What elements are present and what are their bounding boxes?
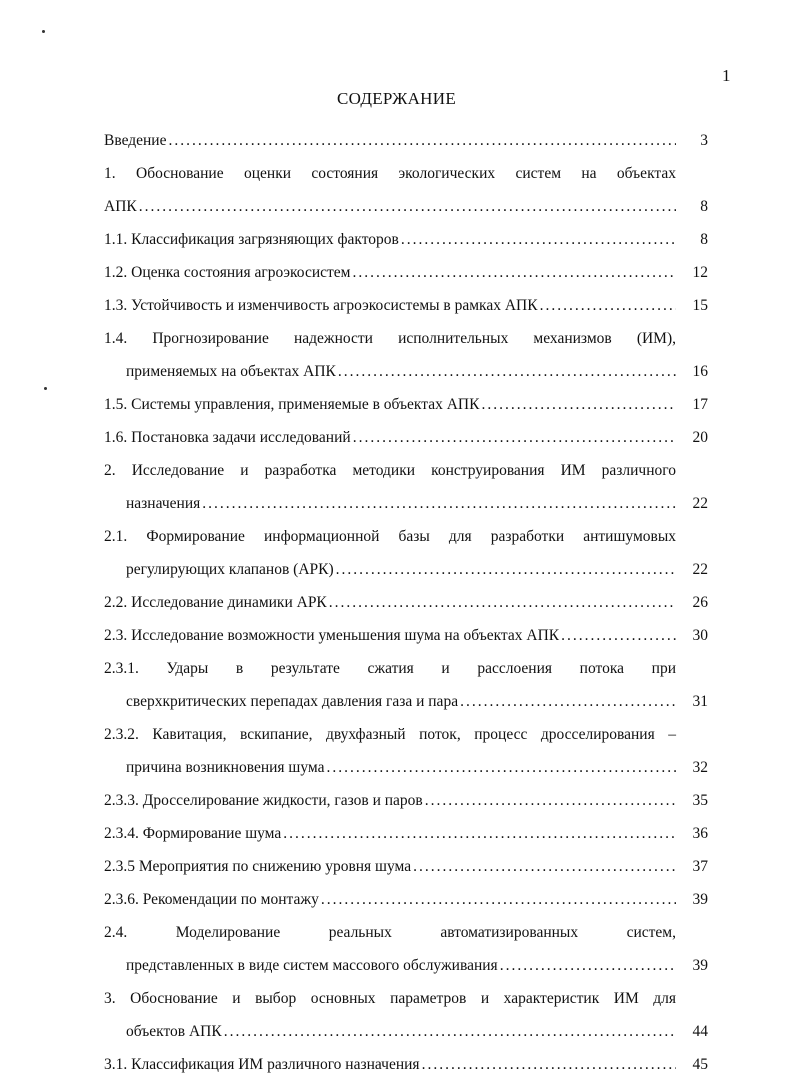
page-title: СОДЕРЖАНИЕ xyxy=(336,89,457,108)
toc-page-number: 36 xyxy=(692,825,708,842)
toc-entry[interactable]: 2.3.1. Удары в результате сжатия и расслоения потока при сверхкритических перепадах давления газа и пара ..... 31 xyxy=(104,652,708,718)
toc-page-number: 32 xyxy=(692,759,708,776)
leader-dots xyxy=(139,190,676,223)
leader-dots xyxy=(321,883,676,916)
toc-page-number: 37 xyxy=(692,858,708,875)
toc-page-number: 39 xyxy=(692,957,708,974)
toc-entry[interactable]: 1.1. Классификация загрязняющих факторов ..... 8 xyxy=(104,223,708,256)
toc-entry[interactable]: 2.1. Формирование информационной базы для разработки антишумовых регулирующих клапанов (АРК) ..... 22 xyxy=(104,520,708,586)
toc-page-number: 17 xyxy=(692,396,708,413)
leader-dots xyxy=(353,421,676,454)
toc-entry[interactable]: 1. Обоснование оценки состояния экологических систем на объектах АПК ..... 8 xyxy=(104,157,708,223)
toc-page-number: 8 xyxy=(700,198,708,215)
toc-page-number: 35 xyxy=(692,792,708,809)
toc-page-number: 8 xyxy=(700,231,708,248)
toc-entry[interactable]: 2.3.3. Дросселирование жидкости, газов и паров ..... 35 xyxy=(104,784,708,817)
toc-entry[interactable]: 1.2. Оценка состояния агроэкосистем ..... 12 xyxy=(104,256,708,289)
leader-dots xyxy=(336,553,676,586)
toc-page-number: 3 xyxy=(700,132,708,149)
leader-dots xyxy=(422,1048,676,1081)
toc-entry[interactable]: 2.2. Исследование динамики АРК ..... 26 xyxy=(104,586,708,619)
toc-entry[interactable]: 1.3. Устойчивость и изменчивость агроэкосистемы в рамках АПК ..... 15 xyxy=(104,289,708,322)
leader-dots xyxy=(460,685,676,718)
leader-dots xyxy=(413,850,676,883)
toc-page-number: 44 xyxy=(692,1023,708,1040)
toc-entry[interactable]: 2.3. Исследование возможности уменьшения шума на объектах АПК ..... 30 xyxy=(104,619,708,652)
leader-dots xyxy=(540,289,676,322)
leader-dots xyxy=(338,355,676,388)
toc-page-number: 22 xyxy=(692,495,708,512)
toc-entry[interactable]: 2.3.5 Мероприятия по снижению уровня шума ..... 37 xyxy=(104,850,708,883)
toc-entry[interactable]: 1.4. Прогнозирование надежности исполнительных механизмов (ИМ), применяемых на объектах АПК ..... 16 xyxy=(104,322,708,388)
toc-entry[interactable]: 2.3.4. Формирование шума ..... 36 xyxy=(104,817,708,850)
toc-entry[interactable]: 2. Исследование и разработка методики конструирования ИМ различного назначения ..... 22 xyxy=(104,454,708,520)
toc-entry[interactable]: Введение ..... 3 xyxy=(104,124,708,157)
leader-dots xyxy=(202,487,676,520)
leader-dots xyxy=(352,256,676,289)
leader-dots xyxy=(283,817,676,850)
leader-dots xyxy=(329,586,676,619)
leader-dots xyxy=(401,223,676,256)
scan-speck xyxy=(44,387,47,390)
toc-page-number: 45 xyxy=(692,1056,708,1073)
leader-dots xyxy=(561,619,676,652)
toc-page-number: 16 xyxy=(692,363,708,380)
toc-page-number: 30 xyxy=(692,627,708,644)
toc-entry[interactable]: 1.6. Постановка задачи исследований ..... 20 xyxy=(104,421,708,454)
toc-page-number: 20 xyxy=(692,429,708,446)
toc-entry[interactable]: 2.4. Моделирование реальных автоматизированных систем, представленных в виде систем массового обслуживания ..... 39 xyxy=(104,916,708,982)
toc-page-number: 26 xyxy=(692,594,708,611)
toc-page-number: 22 xyxy=(692,561,708,578)
toc-entry[interactable]: 2.3.6. Рекомендации по монтажу ..... 39 xyxy=(104,883,708,916)
toc-page-number: 31 xyxy=(692,693,708,710)
table-of-contents xyxy=(104,124,708,1081)
scan-speck xyxy=(42,30,45,33)
toc-entry[interactable]: 3. Обоснование и выбор основных параметров и характеристик ИМ для объектов АПК ..... 44 xyxy=(104,982,708,1048)
toc-page-number: 39 xyxy=(692,891,708,908)
leader-dots xyxy=(168,124,676,157)
page-number: 1 xyxy=(722,66,731,85)
toc-entry[interactable]: 2.3.2. Кавитация, вскипание, двухфазный поток, процесс дросселирования – причина возникновения шума ..... 32 xyxy=(104,718,708,784)
toc-page-number: 15 xyxy=(692,297,708,314)
toc-entry[interactable]: 1.5. Системы управления, применяемые в объектах АПК ..... 17 xyxy=(104,388,708,421)
leader-dots xyxy=(500,949,676,982)
toc-entry[interactable]: 3.1. Классификация ИМ различного назначения ..... 45 xyxy=(104,1048,708,1081)
leader-dots xyxy=(425,784,676,817)
toc-page-number: 12 xyxy=(692,264,708,281)
leader-dots xyxy=(327,751,677,784)
leader-dots xyxy=(481,388,676,421)
